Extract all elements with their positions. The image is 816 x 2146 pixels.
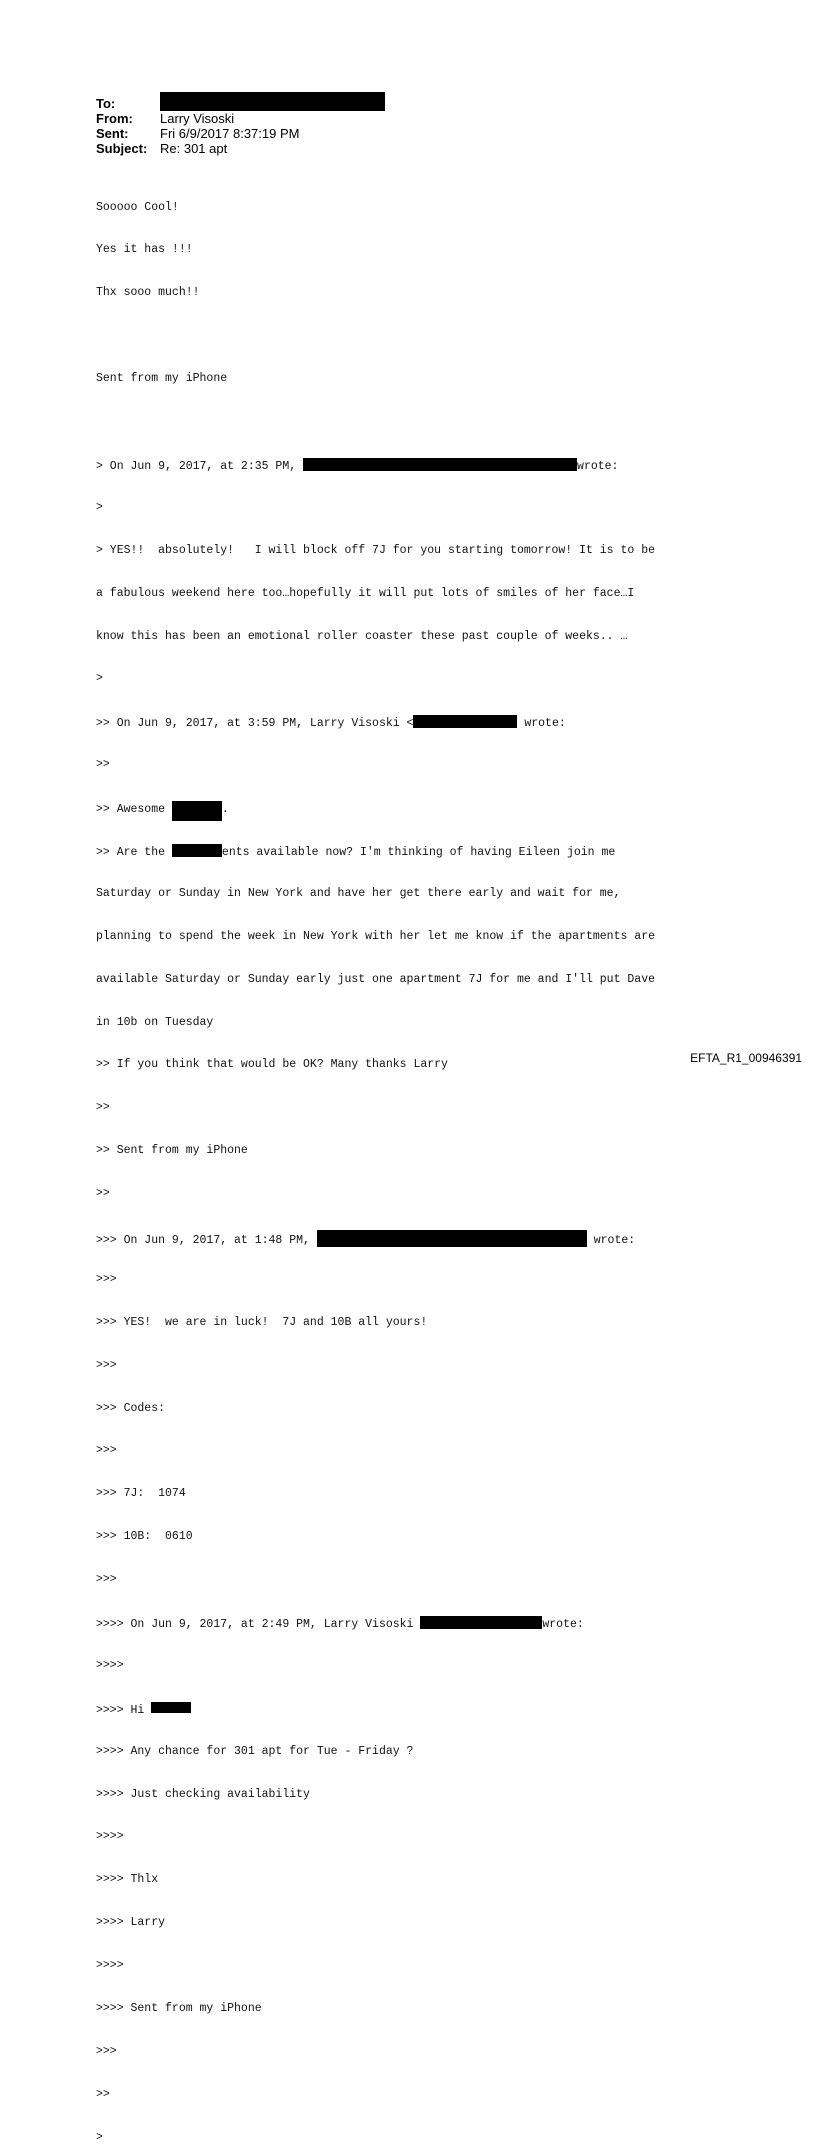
document-id: EFTA_R1_00946391 [690,1051,802,1065]
body-line: >> [96,758,110,772]
body-line: >> If you think that would be OK? Many thanks Larry [96,1058,448,1072]
body-line: >>> 7J: 1074 [96,1487,186,1501]
quote-header-text: wrote: [542,1617,584,1631]
body-line: >> [96,1101,110,1115]
body-line: >>> [96,1444,117,1458]
subject-row [96,141,385,156]
quote-header-text: >> On Jun 9, 2017, at 3:59 PM, Larry Visoski < [96,717,414,731]
body-line: > [96,672,103,686]
subject-value: Re: 301 apt [160,141,228,156]
quote-header-line [96,715,736,729]
body-line [96,801,736,815]
body-text: >>>> Hi [96,1703,152,1717]
redaction-block [172,801,222,821]
body-text: >> Awesome [96,803,172,817]
body-line: Saturday or Sunday in New York and have her get there early and wait for me, [96,886,621,900]
body-line [96,844,736,858]
blank-line [96,415,736,429]
quote-header-line [96,1616,736,1630]
body-line: >>> [96,2044,117,2058]
body-line: >>>> [96,1959,124,1973]
body-line: >>> 10B: 0610 [96,1530,193,1544]
body-line: >>> [96,1573,117,1587]
sent-label: Sent: [96,126,129,141]
body-line [96,1702,736,1716]
body-line: >>>> [96,1830,124,1844]
email-header [96,96,385,156]
body-line: >>>> [96,1658,124,1672]
body-line: planning to spend the week in New York with her let me know if the apartments are [96,929,655,943]
quote-header-text: > On Jun 9, 2017, at 2:35 PM, [96,459,304,473]
body-text: . [221,803,229,817]
redaction-block [317,1230,587,1247]
redaction-block [420,1616,542,1629]
body-line: Sent from my iPhone [96,372,228,386]
body-text: ents available now? I'm thinking of having Eileen join me [221,845,616,859]
redaction-block [151,1702,191,1713]
from-label: From: [96,111,133,126]
quote-header-text: wrote: [586,1233,636,1247]
body-line: in 10b on Tuesday [96,1015,214,1029]
to-label: To: [96,96,116,111]
email-body [96,172,736,2146]
body-line: >>> [96,1358,117,1372]
body-line: >>> Codes: [96,1401,166,1415]
quote-header-line [96,1230,736,1247]
body-line: >>>> Thlx [96,1873,159,1887]
quote-header-text: >>>> On Jun 9, 2017, at 2:49 PM, Larry Visoski [96,1617,421,1631]
body-line: >>>> Sent from my iPhone [96,2002,262,2015]
body-line: >>>> Any chance for 301 apt for Tue - Friday ? [96,1744,414,1758]
from-value: Larry Visoski [160,111,235,126]
sent-row [96,126,385,141]
to-row [96,96,385,111]
quote-header-line [96,458,736,472]
quote-header-text: wrote: [517,717,566,731]
body-line: >>> [96,1272,117,1286]
from-row [96,111,385,126]
sent-value: Fri 6/9/2017 8:37:19 PM [160,126,300,141]
quote-header-text: wrote: [577,459,619,473]
body-line: >>>> Just checking availability [96,1787,310,1801]
body-line: available Saturday or Sunday early just one apartment 7J for me and I'll put Dave [96,972,655,986]
body-line: >>>> Larry [96,1916,166,1930]
body-text: >> Are the [96,845,172,859]
blank-line [96,329,736,343]
subject-label: Subject: [96,141,148,156]
redaction-block [413,715,517,728]
body-line: Sooooo Cool! [96,200,179,214]
redaction-block [303,458,577,471]
body-line: > YES!! absolutely! I will block off 7J for you starting tomorrow! It is to be [96,543,655,557]
body-line: know this has been an emotional roller coaster these past couple of weeks.. … [96,629,628,643]
body-line: >> [96,1187,110,1201]
quote-header-text: >>> On Jun 9, 2017, at 1:48 PM, [96,1233,317,1247]
redaction-block [172,844,222,857]
body-line: a fabulous weekend here too…hopefully it will put lots of smiles of her face…I [96,586,635,600]
body-line: Yes it has !!! [96,243,193,257]
redaction-block [160,92,385,111]
body-line: >> [96,2087,110,2101]
body-line: Thx sooo much!! [96,286,200,300]
body-line: >> Sent from my iPhone [96,1144,248,1158]
body-line: > [96,500,103,514]
body-line: > [96,2130,103,2144]
body-line: >>> YES! we are in luck! 7J and 10B all yours! [96,1315,428,1329]
